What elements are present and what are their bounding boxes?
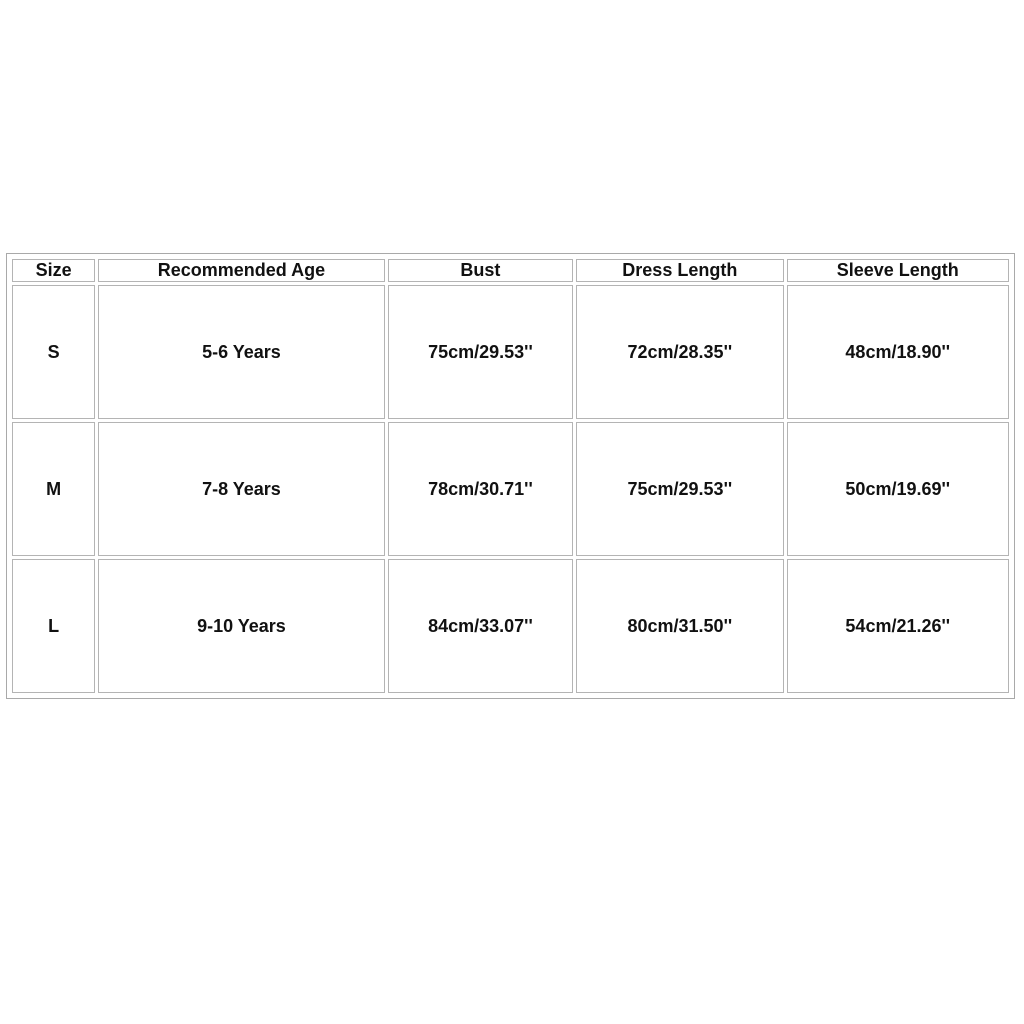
cell-recommended-age: 5-6 Years <box>98 285 385 419</box>
cell-recommended-age: 9-10 Years <box>98 559 385 693</box>
size-chart-table <box>6 253 1015 699</box>
table-row <box>12 422 1009 556</box>
cell-size: M <box>12 422 95 556</box>
table-row <box>12 285 1009 419</box>
cell-size: S <box>12 285 95 419</box>
cell-bust: 75cm/29.53'' <box>388 285 573 419</box>
header-sleeve-length: Sleeve Length <box>787 259 1009 282</box>
cell-dress-length: 80cm/31.50'' <box>576 559 783 693</box>
cell-bust: 78cm/30.71'' <box>388 422 573 556</box>
cell-dress-length: 75cm/29.53'' <box>576 422 783 556</box>
cell-sleeve-length: 50cm/19.69'' <box>787 422 1009 556</box>
header-bust: Bust <box>388 259 573 282</box>
cell-dress-length: 72cm/28.35'' <box>576 285 783 419</box>
cell-bust: 84cm/33.07'' <box>388 559 573 693</box>
cell-size: L <box>12 559 95 693</box>
cell-recommended-age: 7-8 Years <box>98 422 385 556</box>
header-size: Size <box>12 259 95 282</box>
cell-sleeve-length: 54cm/21.26'' <box>787 559 1009 693</box>
cell-sleeve-length: 48cm/18.90'' <box>787 285 1009 419</box>
table-row <box>12 559 1009 693</box>
header-row <box>12 259 1009 282</box>
header-dress-length: Dress Length <box>576 259 783 282</box>
header-recommended-age: Recommended Age <box>98 259 385 282</box>
size-chart-grid <box>9 256 1012 696</box>
